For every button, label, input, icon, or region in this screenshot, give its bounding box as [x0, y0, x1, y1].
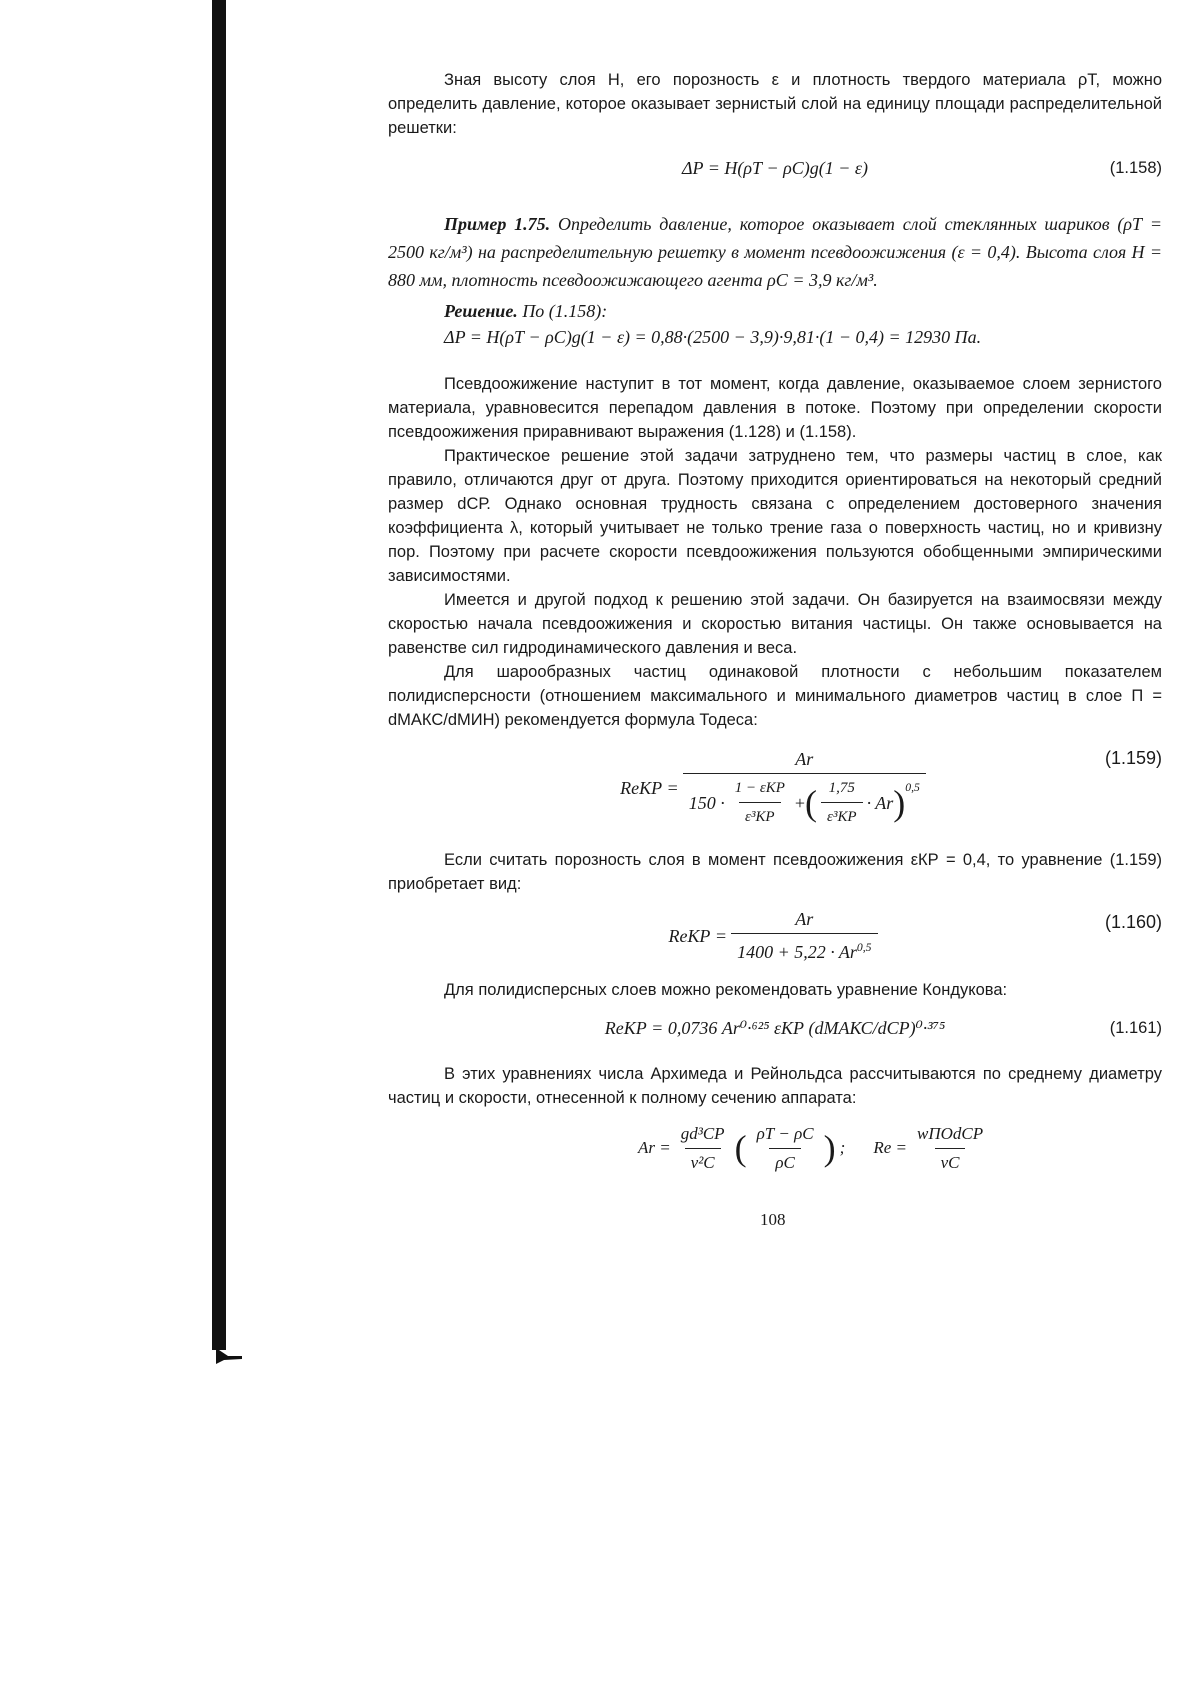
- binding-hook-mark: [214, 1346, 244, 1366]
- example-label: Пример 1.75.: [444, 214, 551, 234]
- re-denominator: νС: [935, 1148, 966, 1175]
- paragraph-7: Для полидисперсных слоев можно рекомендовать уравнение Кондукова:: [444, 981, 1008, 999]
- eq159-term1-den: ε³КР: [739, 802, 781, 829]
- eq159-numerator: Ar: [795, 749, 814, 769]
- eq159-open-paren: (: [805, 782, 818, 823]
- eq159-denominator: 150 · $\frac{\text{1 − εКР}}{\text{ε³КР}}$ + ( $\frac{1,75}{\text{ε³КР}}$ · Ar ) 0,5: [683, 773, 926, 829]
- paragraph-8: В этих уравнениях числа Архимеда и Рейнольдса рассчитываются по среднему диаметру частиц и скорости, отнесенной к полному сечению аппарата:: [388, 1065, 1162, 1107]
- eq159-fraction: [683, 747, 926, 829]
- page-content: [388, 68, 1162, 1180]
- solution-ref: По (1.158):: [522, 301, 608, 321]
- ar-density-fraction: [751, 1122, 820, 1175]
- eq160-numerator: Ar: [795, 909, 814, 930]
- eq159-power: 0,5: [905, 781, 920, 794]
- eq159-term2-den: ε³КР: [821, 802, 863, 829]
- eq159-term2-tail: · Ar: [866, 792, 894, 813]
- eq160-power: 0,5: [856, 941, 872, 955]
- ar-separator: ;: [839, 1138, 846, 1157]
- equation-number: (1.159): [1104, 748, 1162, 768]
- eq160-lhs: ReКР =: [668, 926, 728, 946]
- equation-formula: ΔP = H(ρТ − ρС)g(1 − ε): [681, 158, 869, 178]
- ar-lhs: Ar =: [638, 1138, 671, 1157]
- equation-number: (1.160): [1104, 912, 1162, 932]
- equation-1-158: [388, 148, 1162, 188]
- eq159-term2-num: 1,75: [828, 780, 855, 796]
- eq159-lhs: ReКР =: [620, 778, 679, 798]
- eq160-den-text: 1400 + 5,22 · Ar: [737, 942, 857, 963]
- eq159-term1: [729, 776, 791, 829]
- eq159-term1-num: 1 − εКР: [734, 780, 785, 796]
- ar-open-paren: (: [734, 1128, 747, 1168]
- paragraph-2: Псевдоожижение наступит в тот момент, когда давление, оказываемое слоем зернистого материала, уравновесится перепадом давления в потоке. Поэтому при определении скорости псевдоожижения приравнивают выражения (1.128) и (1.158).: [388, 375, 1162, 441]
- equation-1-159: [388, 740, 1162, 836]
- eq160-fraction: [731, 907, 877, 964]
- eq159-close-paren: ): [893, 782, 906, 823]
- eq159-coef: 150 ·: [688, 792, 725, 813]
- equation-ar-re: [388, 1116, 1162, 1180]
- paragraph-1: Зная высоту слоя H, его порозность ε и плотность твердого материала ρТ, можно определить давление, которое оказывает зернистый слой на единицу площади распределительной решетки:: [388, 71, 1162, 137]
- solution-label: Решение.: [444, 301, 518, 321]
- binding-bar: [212, 0, 226, 1350]
- paragraph-4: Имеется и другой подход к решению этой задачи. Он базируется на взаимосвязи между скоростью начала псевдоожижения и скоростью витания частицы. Он также основывается на равенстве сил гидродинамического давления и веса.: [388, 591, 1162, 657]
- ar-close-paren: ): [823, 1128, 836, 1168]
- equation-number: (1.161): [1109, 1019, 1162, 1037]
- ar-denominator: ν²С: [685, 1148, 721, 1175]
- eq159-term2: [821, 776, 863, 829]
- equation-1-160: [388, 904, 1162, 968]
- equation-number: (1.158): [1109, 159, 1162, 177]
- solution-line-1: [388, 298, 1162, 324]
- ar-numerator: gd³СР: [680, 1123, 725, 1143]
- re-lhs: Re =: [873, 1138, 907, 1157]
- re-numerator: wПОdСР: [916, 1123, 984, 1143]
- paragraph-6: Если считать порозность слоя в момент псевдоожижения εКР = 0,4, то уравнение (1.159) приобретает вид:: [388, 851, 1162, 893]
- solution-calculation: ΔP = H(ρТ − ρС)g(1 − ε) = 0,88·(2500 − 3,9)·9,81·(1 − 0,4) = 12930 Па.: [444, 327, 982, 347]
- equation-1-161: [388, 1008, 1162, 1048]
- ar-density-denominator: ρС: [769, 1148, 801, 1175]
- re-fraction: [911, 1122, 989, 1175]
- page-number: 108: [760, 1210, 786, 1229]
- paragraph-3: Практическое решение этой задачи затруднено тем, что размеры частиц в слое, как правило, отличаются друг от друга. Поэтому приходится ориентироваться на некоторый средний размер dСР. Однако основная трудность связана с определением достоверного значения коэффициента λ, который учитывает не только трение газа о поверхность частиц, но и кривизну пор. Поэтому при расчете скорости псевдоожижения пользуются обобщенными эмпирическими зависимостями.: [388, 447, 1162, 585]
- eq160-denominator: [731, 933, 877, 964]
- ar-density-numerator: ρТ − ρС: [756, 1123, 814, 1143]
- example-text: Определить давление, которое оказывает слой стеклянных шариков (ρТ = 2500 кг/м³) на распределительную решетку в момент псевдоожижения (ε = 0,4). Высота слоя H = 880 мм, плотность псевдоожижающего агента ρС = 3,9 кг/м³.: [388, 214, 1162, 290]
- equation-formula: ReКР = 0,0736 Ar⁰·⁶²⁵ εКР (dМАКС/dСР)⁰·³⁷⁵: [604, 1018, 946, 1038]
- paragraph-5: Для шарообразных частиц одинаковой плотности с небольшим показателем полидисперсности (отношением максимального и минимального диаметров частиц в слое П = dМАКС/dМИН) рекомендуется формула Тодеса:: [388, 663, 1162, 729]
- ar-fraction: [675, 1122, 731, 1175]
- example-block: [388, 210, 1162, 294]
